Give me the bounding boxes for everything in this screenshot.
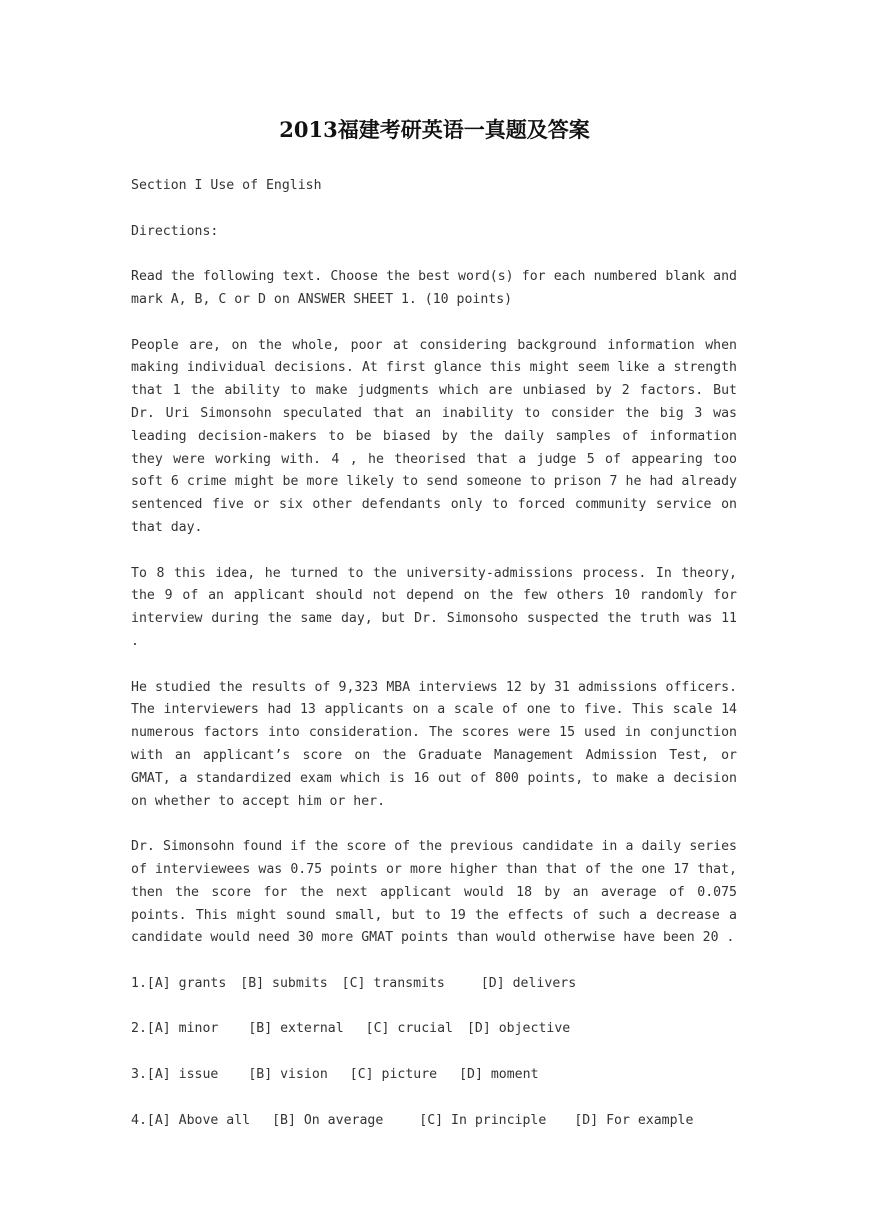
option-d: [D] objective xyxy=(466,1021,571,1037)
passage-paragraph-2: To 8 this idea, he turned to the university-admissions process. In theory, the 9 of an applicant should not depend on the few others 10 randomly for interview during the same day, but Dr. Simonsoho suspected the truth was 11 . xyxy=(131,565,737,649)
question-1 xyxy=(131,973,737,996)
document-title: 2013福建考研英语一真题及答案 xyxy=(279,117,590,142)
passage-paragraph-3: He studied the results of 9,323 MBA interviews 12 by 31 admissions officers. The interviewers had 13 applicants on a scale of one to five. This scale 14 numerous factors into consideration. The scores were 15 used in conjunction with an applicant’s score on the Graduate Management Admission Test, or GMAT, a standardized exam which is 16 out of 800 points, to make a decision on whether to accept him or her. xyxy=(131,679,737,809)
option-c: [C] transmits xyxy=(341,975,445,991)
question-number: 1. xyxy=(131,975,147,991)
question-number: 3. xyxy=(131,1067,147,1083)
option-a: [A] issue xyxy=(146,1067,219,1083)
document-body xyxy=(131,175,737,1132)
option-c: [C] In principle xyxy=(419,1112,547,1128)
directions-label: Directions: xyxy=(131,223,219,239)
option-a: [A] grants xyxy=(146,975,227,991)
section-heading: Section I Use of English xyxy=(131,178,322,193)
option-d: [D] For example xyxy=(574,1112,694,1128)
option-d: [D] delivers xyxy=(480,975,577,991)
option-b: [B] vision xyxy=(248,1067,328,1083)
option-b: [B] submits xyxy=(240,975,328,991)
question-3 xyxy=(131,1064,737,1087)
option-c: [C] picture xyxy=(349,1067,438,1083)
option-b: [B] On average xyxy=(272,1112,384,1128)
option-a: [A] minor xyxy=(146,1021,219,1037)
question-number: 2. xyxy=(131,1021,147,1037)
option-b: [B] external xyxy=(248,1021,344,1037)
passage-paragraph-4: Dr. Simonsohn found if the score of the previous candidate in a daily series of interviewees was 0.75 points or more higher than that of the one 17 that, then the score for the next applicant would 18 by an average of 0.075 points. This might sound small, but to 19 the effects of such a decrease a candidate would need 30 more GMAT points than would otherwise have been 20 . xyxy=(131,839,737,946)
option-d: [D] moment xyxy=(459,1067,539,1083)
question-4 xyxy=(131,1110,737,1133)
option-c: [C] crucial xyxy=(365,1021,453,1037)
option-a: [A] Above all xyxy=(146,1112,251,1128)
passage-paragraph-1: People are, on the whole, poor at considering background information when making individual decisions. At first glance this might seem like a strength that 1 the ability to make judgments which are unbiased by 2 factors. But Dr. Uri Simonsohn speculated that an inability to consider the big 3 was leading decision-makers to be biased by the daily samples of information they were working with. 4 , he theorised that a judge 5 of appearing too soft 6 crime might be more likely to send someone to prison 7 he had already sentenced five or six other defendants only to forced community service on that day. xyxy=(131,337,737,535)
directions-text: Read the following text. Choose the best word(s) for each numbered blank and mark A, B, C or D on ANSWER SHEET 1. (10 points) xyxy=(131,269,737,307)
question-2 xyxy=(131,1018,737,1041)
question-number: 4. xyxy=(131,1112,147,1128)
